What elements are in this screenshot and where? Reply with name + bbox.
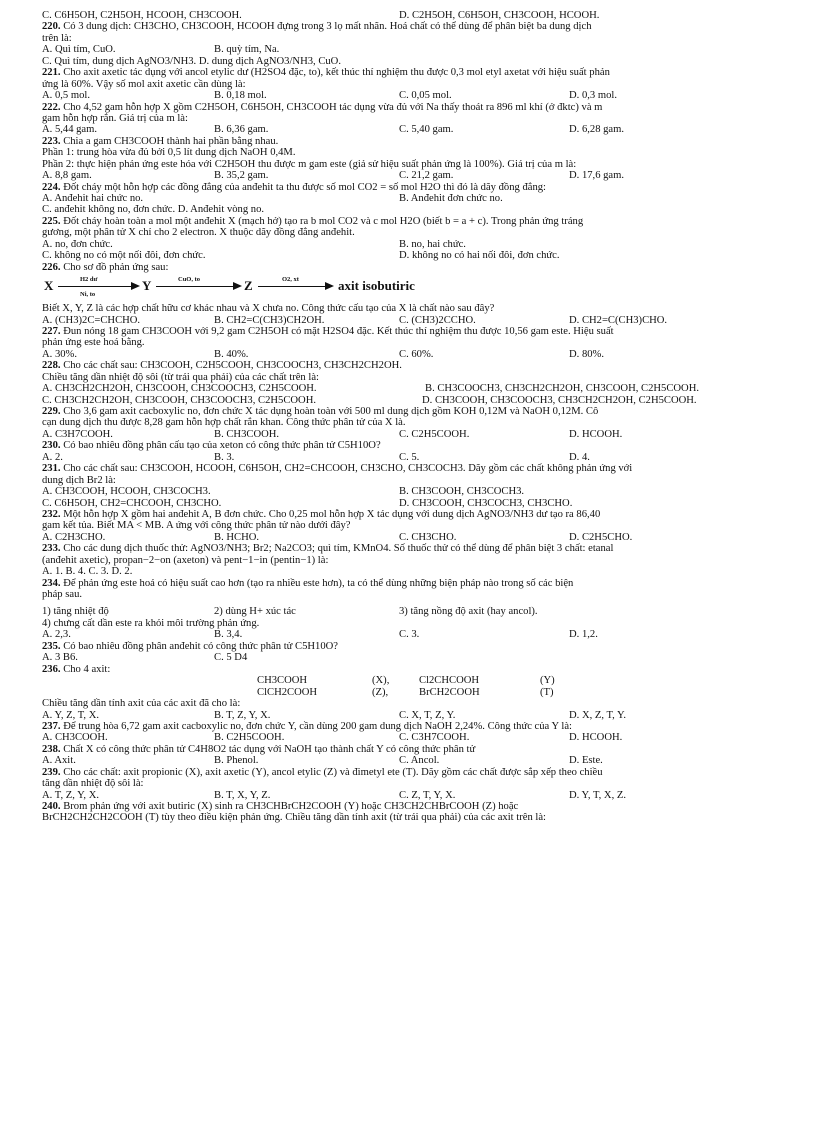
line-text	[42, 262, 168, 273]
question-text: Có bao nhiêu đồng phân anđehit có công thức phân tử C5H10O?	[60, 640, 338, 652]
answer-option: B. quỳ tím, Na.	[214, 44, 280, 56]
text-line	[42, 440, 786, 451]
line-text	[42, 801, 518, 812]
question-text: Có bao nhiêu đồng phân cấu tạo của xeton có công thức phân tử C5H10O?	[60, 440, 381, 452]
answer-options-row	[42, 710, 786, 721]
question-number: 220.	[42, 21, 61, 33]
line-text: C. anđehit không no, đơn chức. D. Anđehit vòng no.	[42, 204, 265, 216]
answer-option: C. X, T, Z, Y.	[399, 709, 456, 721]
question-text: Cho các chất sau: CH3COOH, HCOOH, C6H5OH, CH2=CHCOOH, CH3CHO, CH3COCH3. Dãy gồm các chất không phản ứng với	[60, 463, 633, 475]
question-text: Đun nóng 18 gam CH3COOH với 9,2 gam C2H5OH có mặt H2SO4 đặc. Kết thúc thí nghiệm thu được 10,56 gam este. Hiệu suất	[60, 325, 614, 337]
text-line	[42, 227, 786, 238]
answer-option: A. 5,44 gam.	[42, 124, 98, 136]
line-text	[42, 136, 278, 147]
line-text: gam hỗn hợp rắn. Giá trị của m là:	[42, 112, 188, 124]
answer-option: D. CH3COOH, CH3COOCH3, CH3CH2CH2OH, C2H5COOH.	[422, 394, 697, 406]
arrow-2-top-label: CuO, to	[178, 276, 201, 284]
acid-z-label: (Z),	[372, 686, 389, 698]
answer-options-row	[42, 790, 786, 801]
answer-options-row	[42, 10, 786, 21]
line-text: Chiều tăng dần tính axit của các axit đã cho là:	[42, 698, 241, 710]
line-text	[42, 182, 546, 193]
question-text: Đốt cháy hoàn toàn a mol một anđehit X (mạch hở) tạo ra b mol CO2 và c mol H2O (biết b = a + c). Trong phản ứng tráng	[60, 215, 584, 227]
answer-option: D. Y, T, X, Z.	[569, 789, 626, 801]
answer-option: A. CH3COOH, HCOOH, CH3COCH3.	[42, 486, 211, 498]
scheme-z: Z	[244, 278, 253, 294]
answer-option: C. 5,40 gam.	[399, 124, 454, 136]
answer-options-row	[42, 250, 786, 261]
text-line	[42, 216, 786, 227]
answer-option: A. 30%.	[42, 348, 78, 360]
answer-options-row	[42, 383, 786, 394]
text-line	[42, 578, 786, 589]
answer-option: B. 0,18 mol.	[214, 90, 267, 102]
question-text: Một hỗn hợp X gồm hai anđehit A, B đơn chức. Cho 0,25 mol hỗn hợp X tác dụng với dung dịch AgNO3/NH3 dư tạo ra 86,40	[60, 508, 601, 520]
scheme-x: X	[44, 278, 54, 294]
question-text: Cho axit axetic tác dụng với ancol etylic dư (H2SO4 đặc, to), kết thúc thí nghiệm thu được 0,3 mol etyl axetat với hiệu suất phản	[60, 67, 610, 79]
answer-option: B. HCHO.	[214, 531, 260, 543]
answer-option: A. 8,8 gam.	[42, 170, 92, 182]
line-text: ứng là 60%. Vậy số mol axit axetic cần dùng là:	[42, 78, 246, 90]
line-text: Chiều tăng dần nhiệt độ sôi (từ trái qua phải) của các chất trên là:	[42, 371, 319, 383]
arrow-3-top-label: O2, xt	[282, 276, 299, 284]
text-line	[42, 543, 786, 554]
answer-option: 3) tăng nồng độ axit (hay ancol).	[399, 606, 538, 618]
answer-option: A. Axit.	[42, 755, 76, 767]
text-line	[42, 326, 786, 337]
text-line	[42, 618, 786, 629]
line-text	[42, 102, 602, 113]
answer-option: C. CH3CH2CH2OH, CH3COOH, CH3COOCH3, C2H5COOH.	[42, 394, 316, 406]
scheme-y: Y	[142, 278, 152, 294]
acid-y-label: (Y)	[540, 675, 555, 687]
text-line	[42, 641, 786, 652]
answer-option: B. C2H5COOH.	[214, 732, 285, 744]
question-text: Đốt cháy một hỗn hợp các đồng đẳng của anđehit ta thu được số mol CO2 = số mol H2O thì đó là dãy đồng đẳng:	[60, 181, 546, 193]
answer-options-row	[42, 349, 786, 360]
answer-option: B. Phenol.	[214, 755, 259, 767]
question-number: 227.	[42, 325, 61, 337]
text-line	[42, 767, 786, 778]
question-text: Cho các dung dịch thuốc thử: AgNO3/NH3; Br2; Na2CO3; quì tím, KMnO4. Số thuốc thử có thể dùng để phân biệt 3 chất: etanal	[60, 543, 614, 555]
line-text	[42, 744, 475, 755]
text-line	[42, 664, 786, 675]
question-text: Brom phản ứng với axit butiric (X) sinh ra CH3CHBrCH2COOH (Y) hoặc CH3CH2CHBrCOOH (Z) hoặc	[60, 801, 519, 812]
answer-option: D. C2H5OH, C6H5OH, CH3COOH, HCOOH.	[399, 10, 600, 21]
question-number: 225.	[42, 215, 61, 227]
text-line	[42, 698, 786, 709]
question-number: 236.	[42, 663, 61, 675]
question-number: 228.	[42, 360, 61, 372]
acid-x-formula: CH3COOH	[257, 675, 308, 687]
answer-option: B. 3,4.	[214, 629, 243, 641]
answer-options-row	[42, 532, 786, 543]
scheme-arrow-3	[258, 273, 334, 299]
text-line	[42, 337, 786, 348]
answer-option: A. (CH3)2C=CHCHO.	[42, 314, 141, 326]
answer-option: C. C6H5OH, C2H5OH, HCOOH, CH3COOH.	[42, 10, 242, 21]
text-line	[42, 21, 786, 32]
question-number: 234.	[42, 577, 61, 589]
answer-option: A. 2,3.	[42, 629, 71, 641]
line-text: Biết X, Y, Z là các hợp chất hữu cơ khác nhau và X chưa no. Công thức cấu tạo của X là chất nào sau đây?	[42, 303, 495, 315]
answer-option: 1) tăng nhiệt độ	[42, 606, 109, 618]
line-text	[42, 509, 600, 520]
line-text	[42, 664, 110, 675]
answer-option: C. C6H5OH, CH2=CHCOOH, CH3CHO.	[42, 497, 222, 509]
line-text	[42, 21, 592, 32]
answer-option: C. 21,2 gam.	[399, 170, 454, 182]
answer-options-row	[42, 44, 786, 55]
question-number: 232.	[42, 508, 61, 520]
scheme-product: axit isobutiric	[338, 278, 415, 294]
question-number: 233.	[42, 543, 61, 555]
question-number: 238.	[42, 743, 61, 755]
question-number: 223.	[42, 135, 61, 147]
answer-option: A. Anđehit hai chức no.	[42, 193, 144, 204]
answer-option: A. C2H3CHO.	[42, 531, 106, 543]
text-line	[42, 360, 786, 371]
line-text	[42, 360, 402, 371]
line-text: cạn dung dịch thu được 8,28 gam hỗn hợp chất rắn khan. Công thức phân tử của X là.	[42, 417, 406, 429]
question-text: Cho các chất: axit propionic (X), axit axetic (Y), ancol etylic (Z) và đimetyl ete (T). Dãy gồm các chất được sắp xếp theo chiều	[60, 766, 603, 778]
text-line	[42, 566, 786, 577]
line-text	[42, 216, 583, 227]
questions-236-240	[42, 698, 786, 824]
question-number: 231.	[42, 463, 61, 475]
line-text	[42, 406, 598, 417]
question-text: Có 3 dung dịch: CH3CHO, CH3COOH, HCOOH đựng trong 3 lọ mất nhãn. Hoá chất có thể dùng để phân biệt ba dung dịch	[60, 21, 592, 33]
answer-option: A. Y, Z, T, X.	[42, 709, 99, 721]
acid-z-formula: ClCH2COOH	[257, 686, 318, 698]
line-text: dung dịch Br2 là:	[42, 474, 116, 486]
answer-options-row	[42, 629, 786, 640]
text-line	[42, 102, 786, 113]
answer-option: D. 4.	[569, 451, 590, 463]
line-text: Phần 1: trung hòa vừa đủ bởi 0,5 lít dung dịch NaOH 0,4M.	[42, 147, 296, 159]
answer-option: B. CH2=C(CH3)CH2OH.	[214, 314, 325, 326]
question-number: 240.	[42, 801, 61, 812]
answer-option: D. C2H5CHO.	[569, 531, 633, 543]
text-line	[42, 159, 786, 170]
answer-option: C. không no có một nối đôi, đơn chức.	[42, 250, 206, 262]
question-text: Để trung hòa 6,72 gam axit cacboxylic no, đơn chức Y, cần dùng 200 gam dung dịch NaOH 2,24%. Công thức của Y là:	[60, 720, 572, 732]
answer-option: D. không no có hai nối đôi, đơn chức.	[399, 250, 560, 262]
reaction-scheme	[42, 273, 786, 303]
question-number: 224.	[42, 181, 61, 193]
answer-option: C. 60%.	[399, 348, 434, 360]
answer-options-row	[42, 239, 786, 250]
question-text: Chất X có công thức phân tử C4H8O2 tác dụng với NaOH tạo thành chất Y có công thức phân tử	[60, 743, 476, 755]
text-line	[42, 520, 786, 531]
answer-option: A. CH3CH2CH2OH, CH3COOH, CH3COOCH3, C2H5COOH.	[42, 383, 317, 395]
answer-options-row	[42, 429, 786, 440]
line-text: 4) chưng cất dần este ra khỏi môi trường phản ứng.	[42, 617, 260, 629]
question-number: 230.	[42, 440, 61, 452]
answer-option: D. Este.	[569, 755, 603, 767]
question-text: Cho sơ đồ phản ứng sau:	[60, 261, 169, 273]
answer-option: D. HCOOH.	[569, 428, 623, 440]
question-text: Cho 4 axit:	[60, 663, 111, 675]
answer-options-row	[42, 652, 786, 663]
answer-options-row	[42, 452, 786, 463]
answer-options-row	[42, 315, 786, 326]
question-text: Cho 3,6 gam axit cacboxylic no, đơn chức X tác dụng hoàn toàn với 500 ml dung dịch gồm KOH 0,12M và NaOH 0,12M. Cô	[60, 406, 599, 417]
acid-t-formula: BrCH2COOH	[419, 686, 480, 698]
line-text: C. Quì tím, dung dịch AgNO3/NH3. D. dung dịch AgNO3/NH3, CuO.	[42, 55, 341, 67]
line-text: A. 1. B. 4. C. 3. D. 2.	[42, 566, 133, 578]
text-line	[42, 204, 786, 215]
answer-option: A. CH3COOH.	[42, 732, 108, 744]
line-text	[42, 721, 572, 732]
answer-option: B. 35,2 gam.	[214, 170, 269, 182]
answer-option: B. no, hai chức.	[399, 238, 466, 250]
line-text	[42, 578, 573, 589]
line-text	[42, 326, 614, 337]
text-line	[42, 778, 786, 789]
text-line	[42, 113, 786, 124]
answer-option: A. 0,5 mol.	[42, 90, 90, 102]
line-text: Phần 2: thực hiện phản ứng este hóa với C2H5OH thu được m gam este (giả sử hiệu suất phản ứng là 100%). Giá trị của m là:	[42, 158, 577, 170]
question-number: 239.	[42, 766, 61, 778]
answer-option: C. C2H5COOH.	[399, 428, 470, 440]
answer-option: A. no, đơn chức.	[42, 238, 113, 250]
answer-option: D. CH2=C(CH3)CHO.	[569, 314, 668, 326]
line-text: trên là:	[42, 32, 72, 44]
line-text	[42, 641, 338, 652]
text-line	[42, 136, 786, 147]
answer-options-row	[42, 486, 786, 497]
answer-option: C. Ancol.	[399, 755, 440, 767]
answer-options-row	[42, 193, 786, 204]
acid-t-label: (T)	[540, 686, 554, 698]
answer-option: D. 17,6 gam.	[569, 170, 625, 182]
answer-option: D. 80%.	[569, 348, 605, 360]
text-line	[42, 721, 786, 732]
question-number: 229.	[42, 406, 61, 417]
questions-226-236	[42, 303, 786, 675]
text-line	[42, 303, 786, 314]
acid-y-formula: Cl2CHCOOH	[419, 675, 480, 687]
answer-option: D. CH3COOH, CH3COCH3, CH3CHO.	[399, 497, 573, 509]
text-line	[42, 79, 786, 90]
answer-options-row	[42, 124, 786, 135]
text-line	[42, 147, 786, 158]
scheme-arrow-2	[156, 273, 242, 299]
answer-option: B. 40%.	[214, 348, 249, 360]
answer-options-row	[42, 755, 786, 766]
answer-options-row	[42, 170, 786, 181]
answer-option: C. 0,05 mol.	[399, 90, 452, 102]
text-line	[42, 555, 786, 566]
answer-option: C. CH3CHO.	[399, 531, 457, 543]
answer-option: C. 3.	[399, 629, 420, 641]
line-text: gương, một phân tử X chỉ cho 2 electron. X thuộc dãy đồng đẳng anđehit.	[42, 227, 355, 239]
text-line	[42, 801, 786, 812]
line-text	[42, 463, 632, 474]
line-text: gam kết tủa. Biết MA < MB. A ứng với công thức phân tử nào dưới đây?	[42, 520, 351, 532]
line-text: tăng dần nhiệt độ sôi là:	[42, 778, 144, 790]
document-page	[42, 10, 786, 824]
answer-options-row	[42, 90, 786, 101]
line-text	[42, 67, 610, 78]
answer-option: D. 6,28 gam.	[569, 124, 625, 136]
line-text: pháp sau.	[42, 589, 83, 600]
answer-option: B. Anđehit đơn chức no.	[399, 193, 503, 204]
answer-option: B. 6,36 gam.	[214, 124, 269, 136]
answer-option: D. 0,3 mol.	[569, 90, 617, 102]
answer-options-row	[42, 732, 786, 743]
answer-options-row	[42, 395, 786, 406]
question-number: 235.	[42, 640, 61, 652]
answer-option: B. CH3COOH.	[214, 428, 280, 440]
text-line	[42, 589, 786, 600]
answer-option: C. Z, T, Y, X.	[399, 789, 456, 801]
arrow-1-top-label: H2 dư	[80, 276, 98, 284]
answer-option: A. T, Z, Y, X.	[42, 789, 99, 801]
text-line	[42, 406, 786, 417]
answer-option: C. (CH3)2CCHO.	[399, 314, 476, 326]
question-number: 222.	[42, 101, 61, 113]
text-line	[42, 475, 786, 486]
answer-option: A. Quì tím, CuO.	[42, 44, 116, 56]
answer-option: B. T, X, Y, Z.	[214, 789, 271, 801]
text-line	[42, 33, 786, 44]
answer-option: 2) dùng H+ xúc tác	[214, 606, 296, 618]
acid-list	[42, 675, 786, 698]
answer-option: D. 1,2.	[569, 629, 598, 641]
answer-option: B. CH3COOH, CH3COCH3.	[399, 486, 525, 498]
answer-option: A. C3H7COOH.	[42, 428, 113, 440]
question-text: Để phản ứng este hoá có hiệu suất cao hơn (tạo ra nhiều este hơn), ta có thể dùng những biện pháp nào trong số các biện	[60, 577, 574, 589]
question-text: Cho các chất sau: CH3COOH, C2H5COOH, CH3COOCH3, CH3CH2CH2OH.	[60, 360, 402, 372]
questions-220-226	[42, 10, 786, 273]
line-text	[42, 767, 603, 778]
line-text: phản ứng este hoá bằng.	[42, 337, 145, 349]
answer-option: B. 3.	[214, 451, 235, 463]
text-line	[42, 372, 786, 383]
acid-x-label: (X),	[372, 675, 390, 687]
line-text	[42, 543, 613, 554]
text-line	[42, 417, 786, 428]
text-line	[42, 262, 786, 273]
answer-option: B. CH3COOCH3, CH3CH2CH2OH, CH3COOH, C2H5COOH.	[425, 383, 699, 395]
text-line	[42, 67, 786, 78]
line-text	[42, 440, 381, 451]
question-number: 221.	[42, 67, 61, 79]
answer-option: A. 2.	[42, 451, 63, 463]
answer-option: C. C3H7COOH.	[399, 732, 470, 744]
answer-options-row	[42, 498, 786, 509]
arrow-1-bottom-label: Ni, to	[80, 291, 96, 299]
text-line	[42, 509, 786, 520]
answer-option: C. 5.	[399, 451, 420, 463]
question-text: Cho 4,52 gam hỗn hợp X gồm C2H5OH, C6H5OH, CH3COOH tác dụng vừa đủ với Na thấy thoát ra 896 ml khí (ở đktc) và m	[60, 101, 603, 113]
answer-option: B. T, Z, Y, X.	[214, 709, 271, 721]
text-line	[42, 812, 786, 823]
question-number: 226.	[42, 261, 61, 273]
answer-option: A. 3 B6.	[42, 652, 78, 664]
text-line	[42, 744, 786, 755]
answer-option: C. 5 D4	[214, 652, 248, 664]
text-line	[42, 463, 786, 474]
line-text: (anđehit axetic), propan−2−on (axeton) và pent−1−in (pentin−1) là:	[42, 554, 329, 566]
answer-option: D. HCOOH.	[569, 732, 623, 744]
text-line	[42, 182, 786, 193]
answer-option: D. X, Z, T, Y.	[569, 709, 626, 721]
question-text: Chia a gam CH3COOH thành hai phần bằng nhau.	[60, 135, 279, 147]
question-number: 237.	[42, 720, 61, 732]
line-text: BrCH2CH2CH2COOH (T) tùy theo điều kiện phản ứng. Chiều tăng dần tính axit (từ trái qua phải) của các axit trên là:	[42, 812, 546, 824]
scheme-arrow-1	[58, 273, 140, 299]
answer-options-row	[42, 606, 786, 617]
text-line	[42, 56, 786, 67]
